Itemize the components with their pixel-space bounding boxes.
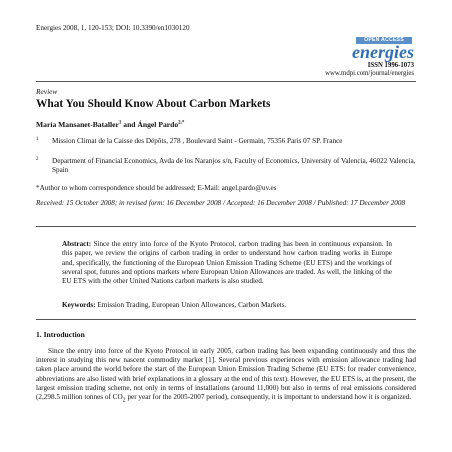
author-2-sup: 2,*	[178, 120, 185, 126]
affiliation-2-number: 2	[36, 157, 39, 162]
header-divider	[36, 81, 416, 82]
introduction-paragraph	[36, 347, 416, 406]
abstract	[62, 240, 392, 286]
open-access-badge: OPEN ACCESS	[356, 37, 412, 44]
author-1-sup: 1	[118, 120, 122, 126]
article-dates: Received: 15 October 2008; in revised form: 16 December 2008 / Accepted: 16 December 2008 / Published: 17 December 2008	[36, 199, 406, 207]
author-list	[36, 120, 184, 129]
journal-citation: Energies 2008, 1, 120-153; DOI: 10.3390/en1030120	[36, 24, 190, 32]
author-1: María Mansanet-Bataller	[36, 120, 119, 129]
intro-text-a: Since the entry into force of the Kyoto Protocol in early 2005, carbon trading has been expanding continuously and thus the interest in studying this new nascent commodity market [1]. Several previous experiences with emission allowance trading had taken place around the world before the start of the European Union Emission Trading Scheme (EU ETS: for reader convenience, abbreviations are also listed with brief explanations in a glossary at the end of this text). However, the EU ETS is, at the present, the largest emission trading scheme, not only in terms of installations (around 11,000) but also in terms of real emissions considered (2,298.5 million tonnes of CO	[36, 347, 416, 402]
journal-logo: energies	[352, 42, 414, 62]
intro-text-b: per year for the 2005-2007 period), consequently, it is important to understand how it is organized.	[125, 393, 412, 402]
affiliation-2	[36, 157, 416, 175]
abstract-divider	[36, 319, 416, 320]
keywords	[62, 301, 392, 310]
dates-divider	[36, 226, 416, 227]
affiliation-1-number: 1	[36, 137, 39, 142]
article-title: What You Should Know About Carbon Markets	[36, 98, 271, 110]
affiliation-2-text: Department of Financial Economics, Avda de los Naranjos s/n, Faculty of Economics, University of Valencia, 46022 Valencia, Spain	[52, 157, 416, 175]
keywords-label: Keywords:	[62, 301, 96, 309]
affiliation-1-text: Mission Climat de la Caisse des Dépôts, 278 , Boulevard Saint - Germain, 75356 Paris 07 SP. France	[52, 137, 343, 145]
keywords-text: Emission Trading, European Union Allowances, Carbon Markets.	[95, 301, 287, 309]
correspondence-note: *Author to whom correspondence should be addressed; E-Mail: angel.pardo@uv.es	[36, 184, 277, 192]
section-heading: 1. Introduction	[36, 330, 85, 339]
author-2: and Ángel Pardo	[121, 120, 179, 129]
intro-subscript: 2	[122, 397, 126, 404]
article-type: Review	[36, 87, 58, 96]
abstract-text: Since the entry into force of the Kyoto Protocol, carbon trading has been in continuous expansion. In this paper, we review the origins of carbon trading in order to understand how carbon trading works in Europe and, specifically, the functioning of the European Union Emission Trading Scheme (EU ETS) and the workings of several spot, futures and options markets where European Union Allowances are traded. As well, the linking of the EU ETS with the other United Nations carbon markets is also studied.	[62, 240, 392, 286]
issn: ISSN 1996-1073	[367, 62, 414, 69]
abstract-label: Abstract:	[62, 240, 92, 248]
affiliation-1	[36, 137, 416, 146]
journal-url[interactable]: www.mdpi.com/journal/energies	[325, 70, 414, 77]
